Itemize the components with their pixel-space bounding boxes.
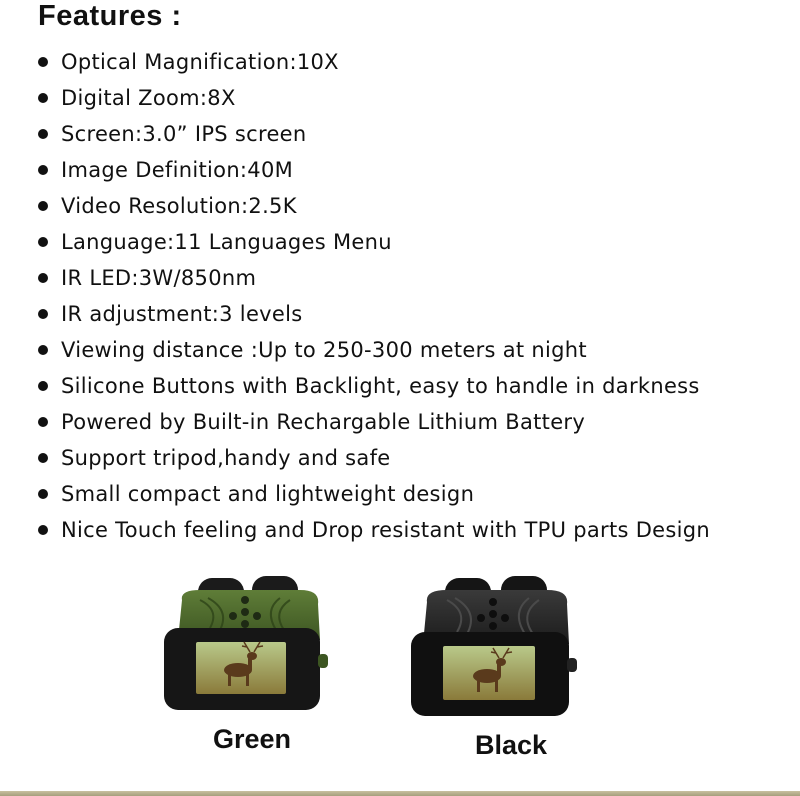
bottom-divider [0, 791, 800, 796]
bullet-icon [38, 345, 48, 355]
feature-item [38, 512, 710, 548]
feature-item [38, 224, 710, 260]
features-list [38, 44, 710, 548]
feature-item [38, 368, 710, 404]
bullet-icon [38, 381, 48, 391]
bullet-icon [38, 417, 48, 427]
green-caption: Green [213, 724, 292, 754]
feature-item [38, 152, 710, 188]
feature-text: Small compact and lightweight design [61, 482, 475, 506]
bullet-icon [38, 129, 48, 139]
bullet-icon [38, 237, 48, 247]
feature-text: Powered by Built-in Rechargable Lithium Battery [61, 410, 586, 434]
feature-item [38, 188, 710, 224]
bullet-icon [38, 489, 48, 499]
bullet-icon [38, 57, 48, 67]
black-caption: Black [475, 730, 548, 760]
bullet-icon [38, 201, 48, 211]
black-binocular-image [405, 572, 580, 727]
bullet-icon [38, 453, 48, 463]
green-binocular-image [160, 570, 335, 720]
feature-item [38, 476, 710, 512]
feature-item [38, 440, 710, 476]
feature-text: Viewing distance :Up to 250-300 meters at night [61, 338, 587, 362]
bullet-icon [38, 165, 48, 175]
feature-text: Optical Magnification:10X [61, 50, 339, 74]
bullet-icon [38, 309, 48, 319]
feature-item [38, 404, 710, 440]
feature-text: IR LED:3W/850nm [61, 266, 257, 290]
feature-text: Support tripod,handy and safe [61, 446, 391, 470]
feature-text: IR adjustment:3 levels [61, 302, 303, 326]
feature-text: Video Resolution:2.5K [61, 194, 297, 218]
feature-text: Silicone Buttons with Backlight, easy to handle in darkness [61, 374, 700, 398]
bullet-icon [38, 525, 48, 535]
feature-text: Digital Zoom:8X [61, 86, 236, 110]
feature-item [38, 116, 710, 152]
feature-item [38, 260, 710, 296]
feature-item [38, 80, 710, 116]
bullet-icon [38, 93, 48, 103]
features-heading: Features : [38, 0, 182, 32]
feature-text: Language:11 Languages Menu [61, 230, 392, 254]
feature-item [38, 296, 710, 332]
feature-item [38, 44, 710, 80]
feature-text: Nice Touch feeling and Drop resistant with TPU parts Design [61, 518, 711, 542]
feature-item [38, 332, 710, 368]
feature-text: Image Definition:40M [61, 158, 294, 182]
bullet-icon [38, 273, 48, 283]
feature-text: Screen:3.0” IPS screen [61, 122, 307, 146]
